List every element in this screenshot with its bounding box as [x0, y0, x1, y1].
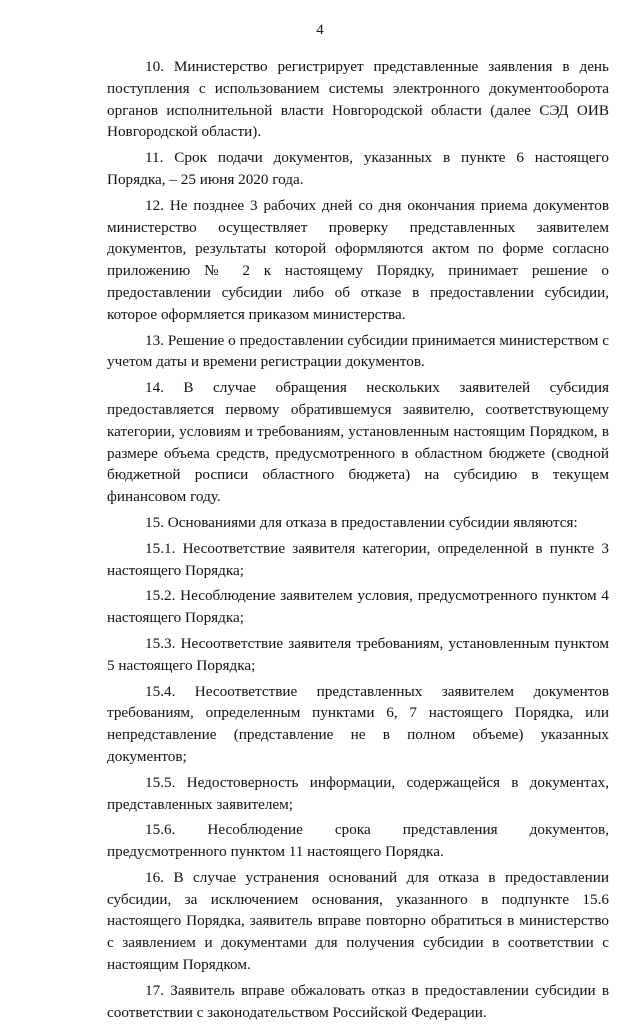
paragraph-16: 16. В случае устранения оснований для отказа в предоставлении субсидии, за исключением основания, указанного в подпункте 15.6 настоящего Порядка, заявитель вправе повторно обратиться в министерство с заявлением и документами для получения субсидии в соответствии с настоящим Порядком.	[107, 868, 609, 974]
paragraph-15-2: 15.2. Несоблюдение заявителем условия, предусмотренного пунктом 4 настоящего Порядка;	[107, 587, 609, 627]
paragraph-15-6: 15.6. Несоблюдение срока представления документов, предусмотренного пунктом 11 настоящего Порядка.	[107, 821, 609, 861]
paragraph-15: 15. Основаниями для отказа в предоставлении субсидии являются:	[145, 513, 578, 531]
paragraph-12: 12. Не позднее 3 рабочих дней со дня окончания приема документов министерство осуществляет проверку представленных заявителем документов, результаты которой оформляются актом по форме согласно приложению № 2 к настоящему Порядку, принимает решение о предоставлении субсидии либо об отказе в предоставлении субсидии, которое оформляется приказом министерства.	[107, 196, 609, 323]
paragraph-17: 17. Заявитель вправе обжаловать отказ в предоставлении субсидии в соответствии с законодательством Российской Федерации.	[107, 981, 609, 1021]
paragraph-13: 13. Решение о предоставлении субсидии принимается министерством с учетом даты и времени регистрации документов.	[107, 331, 609, 371]
document-body	[107, 56, 609, 1027]
page-number: 4	[316, 22, 324, 38]
paragraph-15-5: 15.5. Недостоверность информации, содержащейся в документах, представленных заявителем;	[107, 773, 609, 813]
paragraph-15-4: 15.4. Несоответствие представленных заявителем документов требованиям, определенным пунктами 6, 7 настоящего Порядка, или непредставление (представление не в полном объеме) указанных документов;	[107, 682, 609, 765]
paragraph-15-3: 15.3. Несоответствие заявителя требованиям, установленным пунктом 5 настоящего Порядка;	[107, 634, 609, 674]
paragraph-10: 10. Министерство регистрирует представленные заявления в день поступления с использованием системы электронного документооборота органов исполнительной власти Новгородской области (далее СЭД ОИВ Новгородской области).	[107, 58, 609, 141]
paragraph-15-1: 15.1. Несоответствие заявителя категории, определенной в пункте 3 настоящего Порядка;	[107, 539, 609, 579]
paragraph-14: 14. В случае обращения нескольких заявителей субсидия предоставляется первому обратившемуся заявителю, соответствующему категории, условиям и требованиям, установленным настоящим Порядком, в размере объема средств, предусмотренного в областном бюджете (сводной бюджетной росписи областного бюджета) на субсидию в текущем финансовом году.	[107, 379, 609, 506]
paragraph-11: 11. Срок подачи документов, указанных в пункте 6 настоящего Порядка, – 25 июня 2020 года.	[107, 149, 609, 188]
